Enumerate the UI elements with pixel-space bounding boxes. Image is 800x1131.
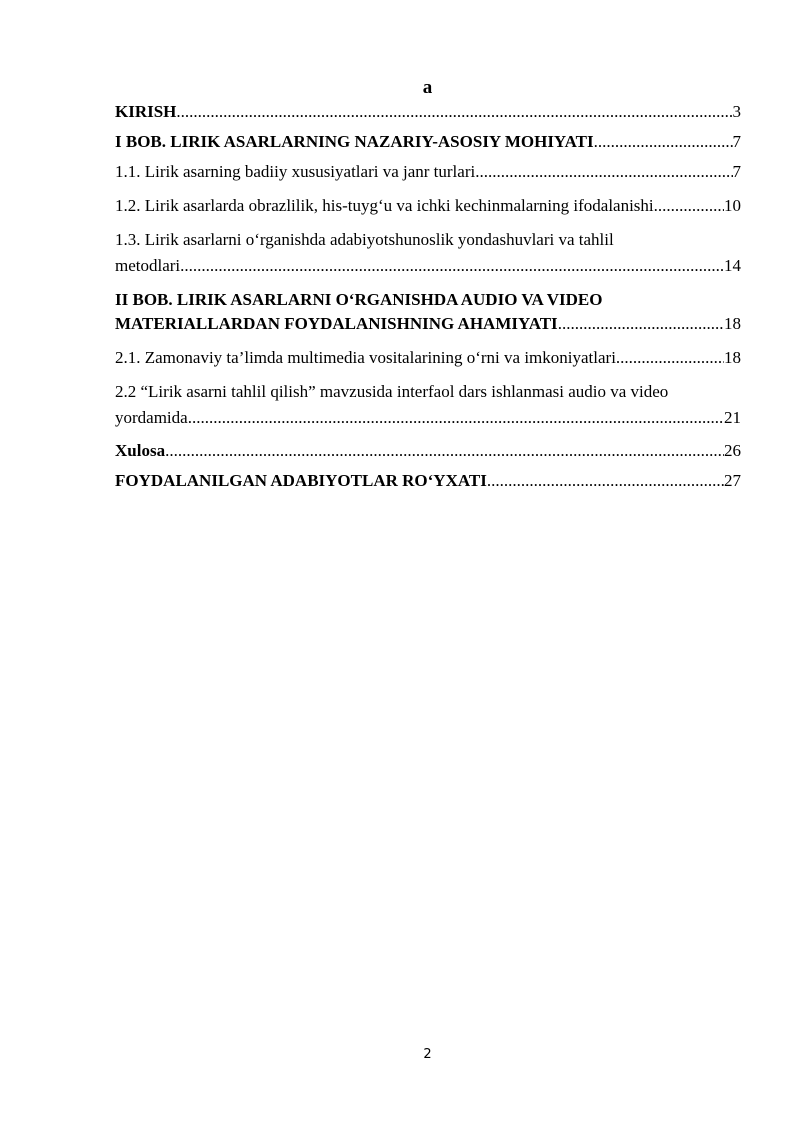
dot-leader [165, 439, 724, 463]
toc-entry-title: MATERIALLARDAN FOYDALANISHNING AHAMIYATI [115, 314, 558, 333]
toc-entry-page: 10 [724, 196, 741, 215]
toc-entry-1-1 [115, 160, 741, 184]
toc-entry-2-1 [115, 346, 741, 370]
toc-entry-title-line: 2.2 “Lirik asarni tahlil qilish” mavzusida interfaol dars ishlanmasi audio va video [115, 382, 669, 401]
toc-entry-page: 21 [724, 408, 741, 427]
dot-leader [475, 160, 732, 184]
toc-entry-title: metodlari [115, 256, 181, 275]
toc-entry-1-3 [115, 228, 741, 278]
toc-entry-chapter-1 [115, 130, 741, 154]
dot-leader [176, 100, 732, 124]
toc-entry-page: 26 [724, 441, 741, 460]
toc-entry-page: 18 [724, 314, 741, 333]
toc-entry-xulosa [115, 439, 741, 463]
toc-entry-page: 14 [724, 256, 741, 275]
dot-leader [558, 312, 724, 336]
dot-leader [616, 346, 724, 370]
toc-entry-title: 1.2. Lirik asarlarda obrazlilik, his-tuyg‘u va ichki kechinmalarning ifodalanishi. [115, 196, 658, 215]
toc-entry-references [115, 469, 741, 493]
toc-entry-title: 1.1. Lirik asarning badiiy xususiyatlari va janr turlari [115, 162, 476, 181]
toc-entry-title: yordamida [115, 408, 188, 427]
toc-entry-page: 3 [732, 102, 741, 121]
toc-entry-page: 7 [732, 132, 741, 151]
toc-entry-title: KIRISH [115, 102, 177, 121]
table-of-contents [115, 100, 741, 493]
toc-entry-page: 27 [724, 471, 741, 490]
toc-entry-title: Xulosa [115, 441, 166, 460]
toc-entry-title: I BOB. LIRIK ASARLARNING NAZARIY-ASOSIY MOHIYATI [115, 132, 594, 151]
toc-entry-1-2 [115, 194, 741, 218]
toc-entry-title-line: II BOB. LIRIK ASARLARNI O‘RGANISHDA AUDIO VA VIDEO [115, 290, 603, 309]
toc-heading: a [422, 77, 433, 98]
toc-entry-chapter-2 [115, 288, 741, 336]
toc-entry-title-line: 1.3. Lirik asarlarni o‘rganishda adabiyotshunoslik yondashuvlari va tahlil [115, 230, 614, 249]
dot-leader [487, 469, 724, 493]
dot-leader [180, 254, 724, 278]
toc-entry-2-2 [115, 380, 741, 430]
toc-entry-page: 7 [732, 162, 741, 181]
toc-entry-page: 18 [724, 348, 741, 367]
toc-entry-kirish [115, 100, 741, 124]
dot-leader [188, 406, 724, 430]
toc-entry-title: FOYDALANILGAN ADABIYOTLAR RO‘YXATI [115, 471, 487, 490]
toc-entry-title: 2.1. Zamonaviy ta’limda multimedia vositalarining o‘rni va imkoniyatlari [115, 348, 616, 367]
page-number: 2 [423, 1047, 432, 1062]
dot-leader [658, 194, 724, 218]
dot-leader [594, 130, 733, 154]
